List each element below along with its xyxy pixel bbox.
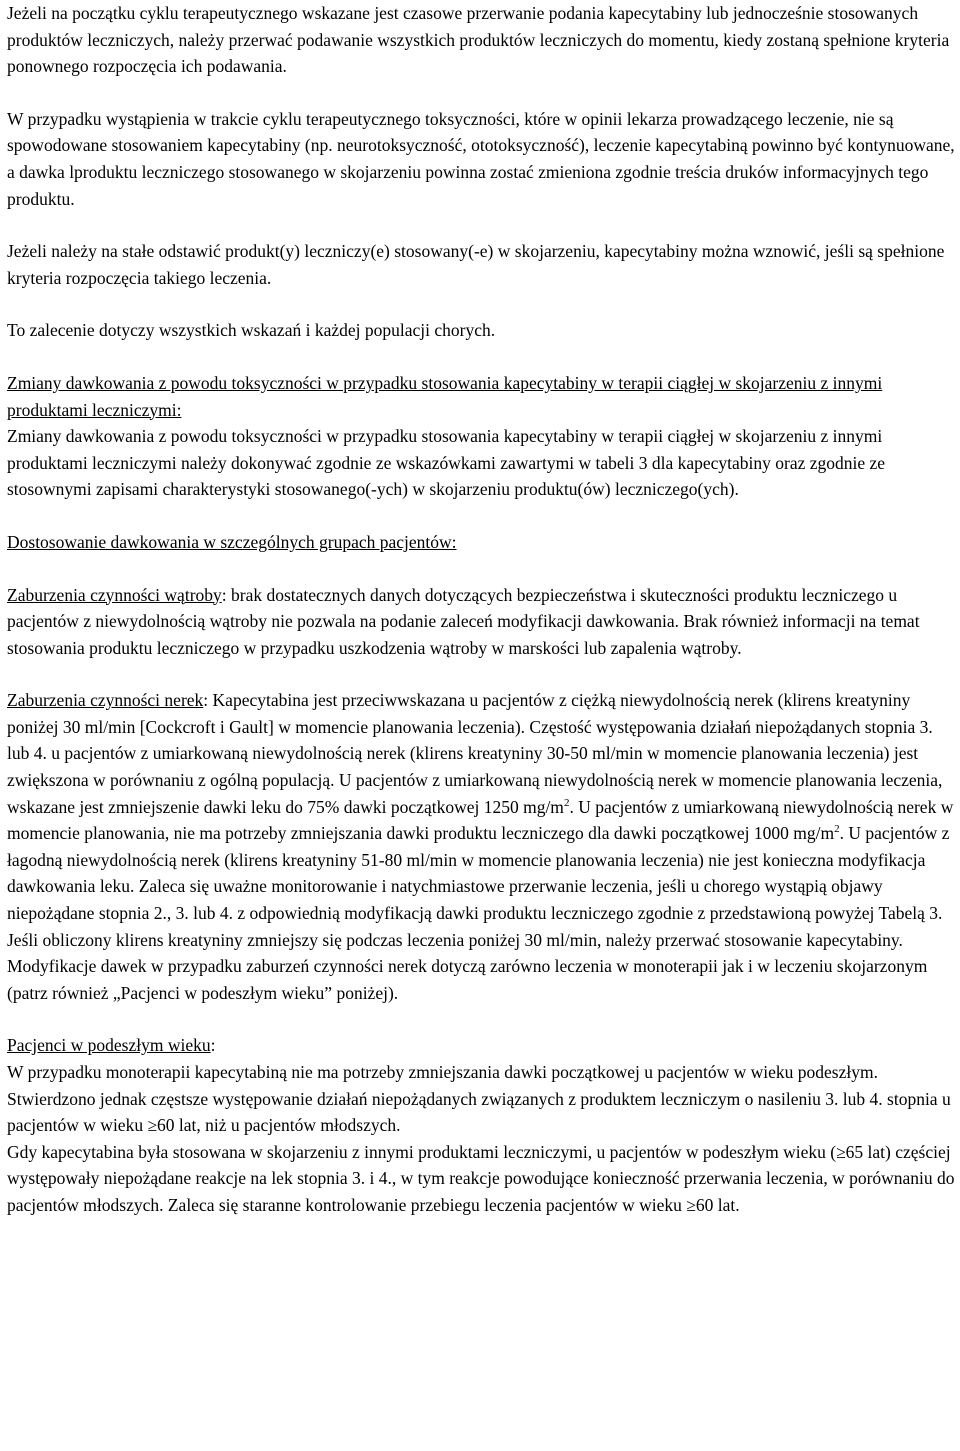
superscript-2: 2 (834, 823, 840, 836)
section-elderly (7, 1032, 955, 1218)
elderly-monotherapy-text: W przypadku monoterapii kapecytabiną nie ma potrzeby zmniejszania dawki początkowej u pacjentów w wieku podeszłym. Stwierdzono jednak częstsze występowanie działań niepożądanych związanych z produktem leczniczym o nasileniu 3. lub 4. stopnia u pacjentów w wieku ≥60 lat, niż u pacjentów młodszych. (7, 1062, 951, 1136)
section-heading-continuous-therapy: Zmiany dawkowania z powodu toksyczności w przypadku stosowania kapecytabiny w terapii ciągłej w skojarzeniu z innymi produktami leczniczymi: (7, 372, 883, 420)
paragraph-applies-all: To zalecenie dotyczy wszystkich wskazań i każdej populacji chorych. (7, 320, 496, 341)
kidney-text-part-3: . U pacjentów z łagodną niewydolnością nerek (klirens kreatyniny 51-80 ml/min w momencie planowania leczenia) nie jest konieczna modyfikacja dawkowania leku. Zaleca się uważne monitorowanie i natychmiastowe przerwanie leczenia, jeśli u chorego wystąpią objawy niepożądane stopnia 2., 3. lub 4. z odpowiednią modyfikacją dawki produktu leczniczego zgodnie z przedstawioną powyżej Tabelą 3. Jeśli obliczony klirens kreatyniny zmniejszy się podczas leczenia poniżej 30 ml/min, należy przerwać stosowanie kapecytabiny. Modyfikacje dawek w przypadku zaburzeń czynności nerek dotyczą zarówno leczenia w monoterapii jak i w leczeniu skojarzonym (patrz również „Pacjenci w podeszłym wieku” poniżej). (7, 823, 950, 1003)
section-heading-special-groups (7, 529, 955, 556)
special-groups-heading: Dostosowanie dawkowania w szczególnych grupach pacjentów: (7, 531, 457, 552)
kidney-text-part-1: : Kapecytabina jest przeciwwskazana u pacjentów z ciężką niewydolnością nerek (klirens kreatyniny poniżej 30 ml/min [Cockcroft i Gault] w momencie planowania leczenia). Częstość występowania działań niepożądanych stopnia 3. lub 4. u pacjentów z umiarkowaną niewydolnością nerek (klirens kreatyniny 30-50 ml/min w momencie planowania leczenia) jest zwiększona w porównaniu z ogólną populacją. U pacjentów z umiarkowaną niewydolnością nerek w momencie planowania leczenia, wskazane jest zmniejszenie dawki leku do 75% dawki początkowej 1250 mg/m (7, 690, 943, 817)
paragraph-kidney (7, 687, 955, 1006)
liver-text: : brak dostatecznych danych dotyczących bezpieczeństwa i skuteczności produktu leczniczego u pacjentów z niewydolnością wątroby nie pozwala na podanie zaleceń modyfikacji dawkowania. Brak również informacji na temat stosowania produktu leczniczego w przypadku uszkodzenia wątroby w marskości lub zapalenia wątroby. (7, 584, 920, 658)
superscript-2: 2 (563, 796, 570, 809)
kidney-label: Zaburzenia czynności nerek (7, 690, 204, 711)
section-body-continuous-therapy: Zmiany dawkowania z powodu toksyczności w przypadku stosowania kapecytabiny w terapii ciągłej w skojarzeniu z innymi produktami leczniczymi należy dokonywać zgodnie ze wskazówkami zawartymi w tabeli 3 dla kapecytabiny oraz zgodnie ze stosownymi zapisami charakterystyki stosowanego(-ych) w skojarzeniu produktu(ów) leczniczego(ych). (7, 426, 886, 500)
paragraph-interruption: Jeżeli na początku cyklu terapeutycznego wskazane jest czasowe przerwanie podania kapecytabiny lub jednocześnie stosowanych produktów leczniczych, należy przerwać podawanie wszystkich produktów leczniczych do momentu, kiedy zostaną spełnione kryteria ponownego rozpoczęcia ich podawania. (7, 3, 950, 77)
elderly-combination-text: Gdy kapecytabina była stosowana w skojarzeniu z innymi produktami leczniczymi, u pacjentów w podeszłym wieku (≥65 lat) częściej występowały niepożądane reakcje na lek stopnia 3. i 4., w tym reakcje powodujące konieczność przerwania leczenia, w porównaniu do pacjentów młodszych. Zaleca się staranne kontrolowanie przebiegu leczenia pacjentów w wieku ≥60 lat. (7, 1141, 955, 1215)
liver-label: Zaburzenia czynności wątroby (7, 584, 222, 605)
paragraph-toxicity: W przypadku wystąpienia w trakcie cyklu terapeutycznego toksyczności, które w opinii lekarza prowadzącego leczenie, nie są spowodowane stosowaniem kapecytabiny (np. neurotoksyczność, ototoksyczność), leczenie kapecytabiną powinno być kontynuowane, a dawka lproduktu leczniczego stosowanego w skojarzeniu powinna zostać zmieniona zgodnie treścia druków informacyjnych tego produktu. (7, 108, 955, 209)
elderly-colon: : (210, 1035, 216, 1056)
elderly-label: Pacjenci w podeszłym wieku (7, 1035, 211, 1056)
kidney-text-part-2: . U pacjentów z umiarkowaną niewydolnością nerek w momencie planowania, nie ma potrzeby zmniejszania dawki produktu leczniczego dla dawki początkowej 1000 mg/m (7, 796, 954, 844)
section-continuous-therapy (7, 370, 955, 503)
paragraph-liver (7, 582, 955, 662)
paragraph-resume: Jeżeli należy na stałe odstawić produkt(y) leczniczy(e) stosowany(-e) w skojarzeniu, kapecytabiny można wznowić, jeśli są spełnione kryteria rozpoczęcia takiego leczenia. (7, 241, 945, 288)
